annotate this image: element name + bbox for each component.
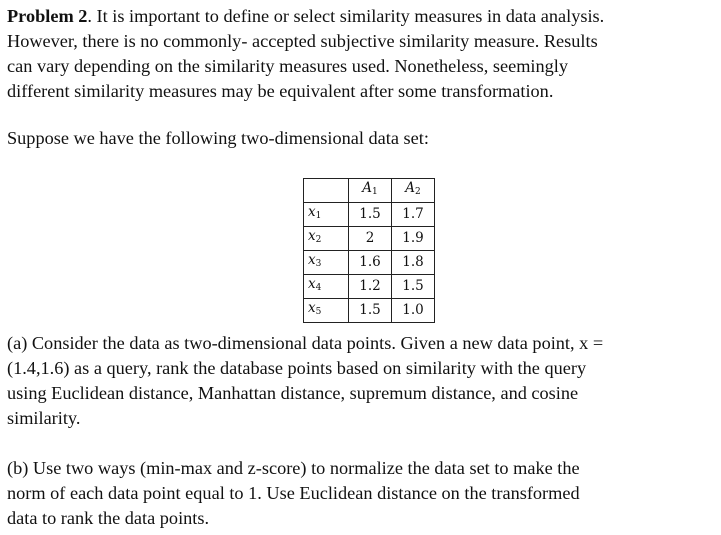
part-b-text [7,456,580,531]
suppose-text: Suppose we have the following two-dimensional data set: [7,128,429,148]
table-header-row [304,179,435,203]
table-cell: 1.2 [349,275,392,299]
table-cell: 1.5 [349,203,392,227]
table-cell: 1.6 [349,251,392,275]
row-label: $x_5$ [304,299,349,323]
table-cell: 1.7 [392,203,435,227]
row-label: $x_3$ [304,251,349,275]
intro-line-2: However, there is no commonly- accepted subjective similarity measure. Results [7,31,598,51]
column-header: $A_1$ [349,179,392,203]
part-a-line: using Euclidean distance, Manhattan distance, supremum distance, and cosine [7,383,579,403]
part-b-line: norm of each data point equal to 1. Use Euclidean distance on the transformed [7,483,580,503]
table-row [304,203,435,227]
part-a-line: (a) Consider the data as two-dimensional data points. Given a new data point, x = [7,333,604,353]
part-b-line: data to rank the data points. [7,508,210,528]
table-cell: 1.8 [392,251,435,275]
intro-line-1: Problem 2. It is important to define or select similarity measures in data analysis. [7,6,605,26]
row-label: $x_4$ [304,275,349,299]
part-a-text [7,331,603,431]
table-row [304,275,435,299]
intro-line-3: can vary depending on the similarity measures used. Nonetheless, seemingly [7,56,568,76]
intro-line-4: different similarity measures may be equivalent after some transformation. [7,81,554,101]
table-cell: 2 [349,227,392,251]
row-label: $x_1$ [304,203,349,227]
part-a-line: (1.4,1.6) as a query, rank the database points based on similarity with the query [7,358,587,378]
part-b-line: (b) Use two ways (min-max and z-score) to normalize the data set to make the [7,458,580,478]
table-cell: 1.5 [392,275,435,299]
problem-label: Problem 2 [7,6,88,26]
table-row [304,251,435,275]
row-label: $x_2$ [304,227,349,251]
data-table [303,178,435,323]
column-header: $A_2$ [392,179,435,203]
table-cell: 1.9 [392,227,435,251]
table-cell: 1.5 [349,299,392,323]
data-table-wrapper [303,178,435,323]
problem-intro [7,4,604,104]
table-corner-cell [304,179,349,203]
part-a-line: similarity. [7,408,81,428]
table-cell: 1.0 [392,299,435,323]
table-row [304,227,435,251]
table-row [304,299,435,323]
